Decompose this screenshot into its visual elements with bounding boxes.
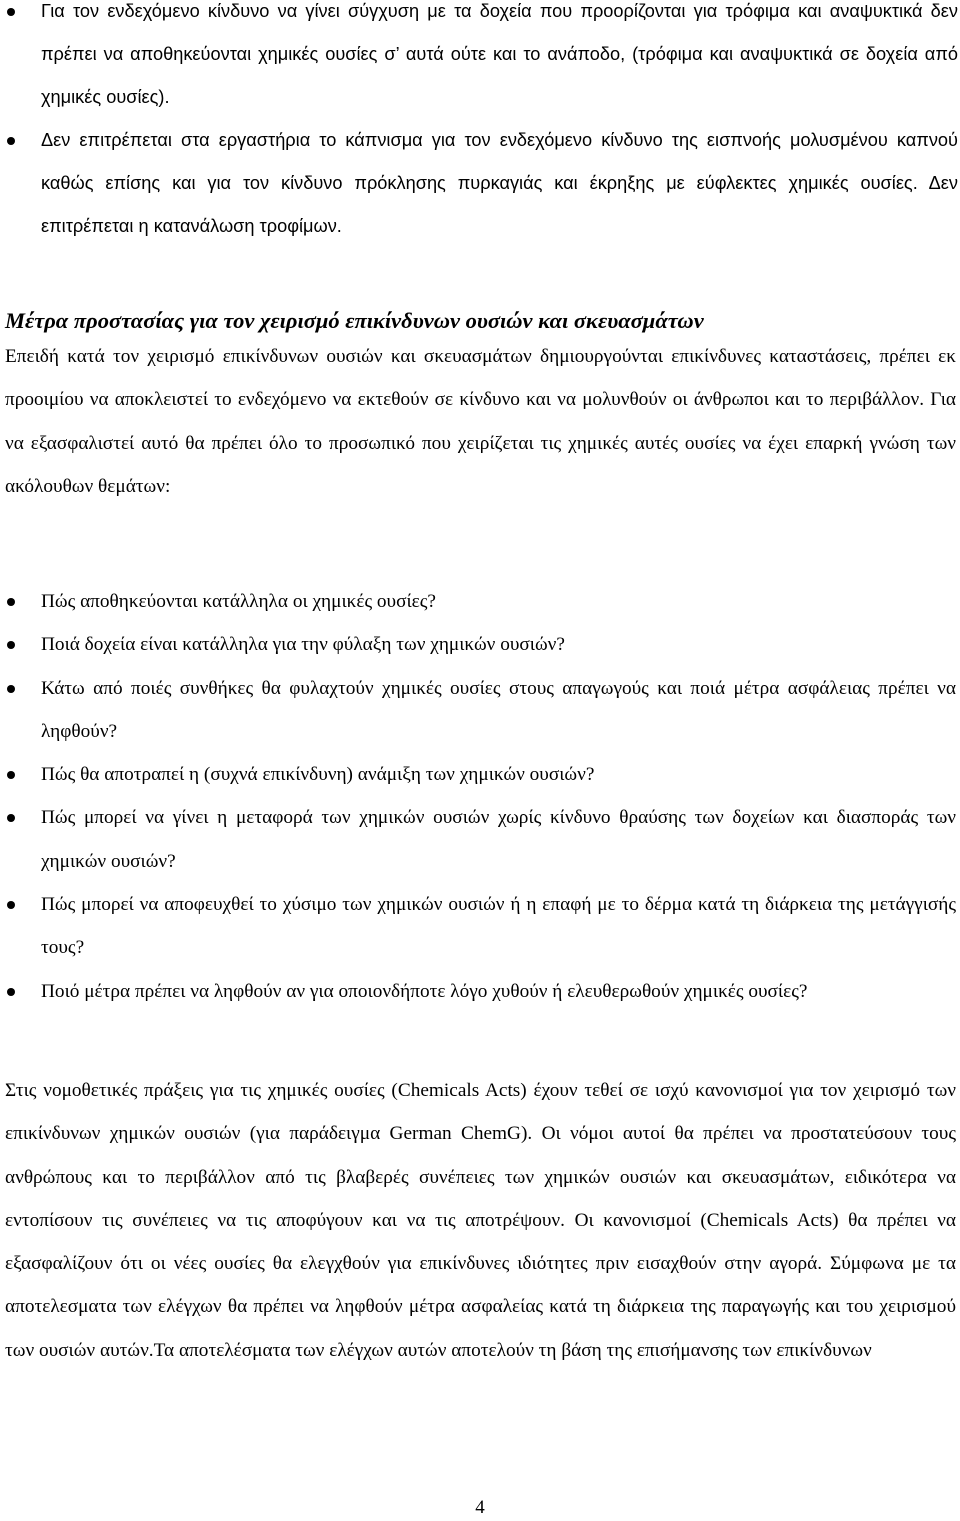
list-item (0, 667, 960, 754)
list-item (0, 970, 960, 1013)
bullet-icon (7, 901, 15, 909)
question-text: Κάτω από ποιές συνθήκες θα φυλαχτούν χημικές ουσίες στους απαγωγούς και ποιά μέτρα ασφάλειας πρέπει να ληφθούν? (41, 677, 956, 742)
bullet-text: Για τον ενδεχόμενο κίνδυνο να γίνει σύγχυση με τα δοχεία που προορίζονται για τρόφιμα και αναψυκτικά δεν πρέπει να αποθηκεύονται χημικές ουσίες σ’ αυτά ούτε και το ανάποδο, (τρόφιμα και αναψυκτικά σε δοχεία από χημικές ουσίες). (41, 1, 958, 107)
question-text: Πώς θα αποτραπεί η (συχνά επικίνδυνη) ανάμιξη των χημικών ουσιών? (41, 764, 595, 786)
list-item (0, 0, 960, 119)
question-text: Ποιά δοχεία είναι κατάλληλα για την φύλαξη των χημικών ουσιών? (41, 634, 565, 656)
question-text: Ποιό μέτρα πρέπει να ληφθούν αν για οποιονδήποτε λόγο χυθούν ή ελευθερωθούν χημικές ουσίες? (41, 980, 808, 1002)
question-text: Πώς αποθηκεύονται κατάλληλα οι χημικές ουσίες? (41, 591, 436, 612)
bullet-icon (7, 771, 15, 779)
bullet-icon (7, 685, 15, 693)
bullet-icon (7, 8, 15, 16)
question-text: Πώς μπορεί να γίνει η μεταφορά των χημικών ουσιών χωρίς κίνδυνο θραύσης των δοχείων και διασποράς των χημικών ουσιών? (41, 807, 956, 872)
list-item (0, 580, 960, 623)
page-number: 4 (475, 1497, 485, 1518)
bullet-icon (7, 598, 15, 606)
bullet-icon (7, 137, 15, 145)
list-item (0, 623, 960, 666)
top-bullet-list (0, 0, 960, 248)
bullet-icon (7, 641, 15, 649)
question-list (0, 580, 960, 1013)
bullet-icon (7, 814, 15, 822)
list-item (0, 119, 960, 248)
list-item (0, 796, 960, 883)
list-item (0, 753, 960, 796)
intro-paragraph: Επειδή κατά τον χειρισμό επικίνδυνων ουσιών και σκευασμάτων δημιουργούνται επικίνδυνες καταστάσεις, πρέπει εκ προοιμίου να αποκλειστεί το ενδεχόμενο να εκτεθούν σε κίνδυνο και να μολυνθούν οι άνθρωποι και το περιβάλλον. Για να εξασφαλιστεί αυτό θα πρέπει όλο το προσωπικό που χειρίζεται τις χημικές αυτές ουσίες να έχει επαρκή γνώση των ακόλουθων θεμάτων: (5, 346, 956, 497)
bullet-icon (7, 988, 15, 996)
question-text: Πώς μπορεί να αποφευχθεί το χύσιμο των χημικών ουσιών ή η επαφή με το δέρμα κατά τη διάρκεια της μετάγγισής τους? (41, 894, 956, 959)
closing-paragraph: Στις νομοθετικές πράξεις για τις χημικές ουσίες (Chemicals Acts) έχουν τεθεί σε ισχύ κανονισμοί για τον χειρισμό των επικίνδυνων χημικών ουσιών (για παράδειγμα German ChemG). Οι νόμοι αυτοί θα πρέπει να προστατεύσουν τους ανθρώπους και το περιβάλλον από τις βλαβερές συνέπειες των χημικών ουσιών και σκευασμάτων, ειδικότερα να εντοπίσουν τις συνέπειες να τις αποφύγουν και να τις αποτρέψουν. Οι κανονισμοί (Chemicals Acts) θα πρέπει να εξασφαλίζουν ότι οι νέες ουσίες θα ελεγχθούν για επικίνδυνες ιδιότητες πριν εισαχθούν στην αγορά. Σύμφωνα με τα αποτελεσματα των ελέγχων θα πρέπει να ληφθούν μέτρα ασφαλείας κατά τη διάρκεια της παραγωγής και του χειρισμού των ουσιών αυτών.Τα αποτελέσματα των ελέγχων αυτών αποτελούν τη βάση της επισήμανσης των επικίνδυνων (5, 1080, 956, 1361)
bullet-text: Δεν επιτρέπεται στα εργαστήρια το κάπνισμα για τον ενδεχόμενο κίνδυνο της εισπνοής μολυσμένου καπνού καθώς επίσης και για τον κίνδυνο πρόκλησης πυρκαγιάς και έκρηξης με εύφλεκτες χημικές ουσίες. Δεν επιτρέπεται η κατανάλωση τροφίμων. (41, 130, 958, 236)
section-heading: Μέτρα προστασίας για τον χειρισμό επικίνδυνων ουσιών και σκευασμάτων (5, 308, 704, 333)
list-item (0, 883, 960, 970)
